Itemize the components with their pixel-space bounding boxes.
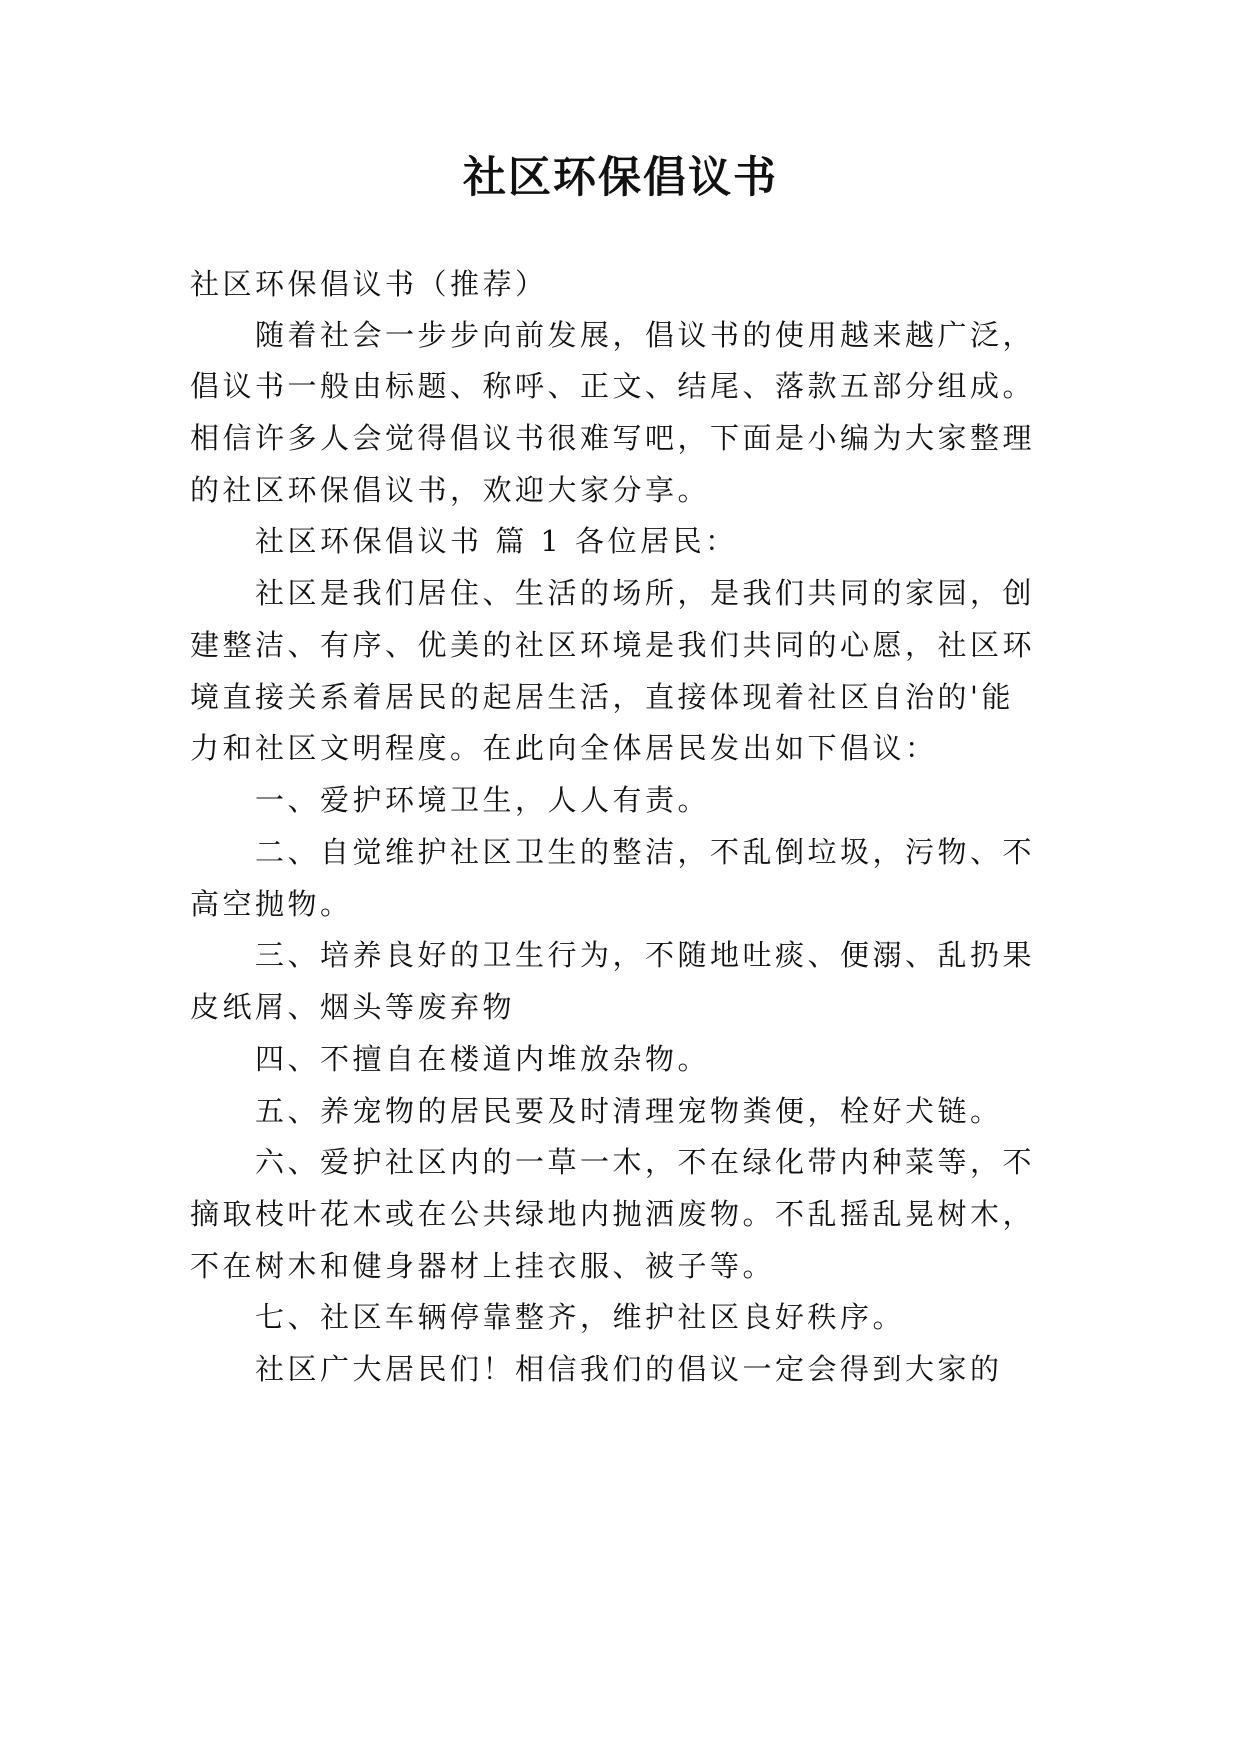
subtitle-line: 社区环保倡议书（推荐） [190,267,548,301]
list-item-line: 皮纸屑、烟头等废弃物 [190,990,516,1024]
paragraph-line: 社区是我们居住、生活的场所，是我们共同的家园，创 [255,576,1036,610]
paragraph-line: 境直接关系着居民的起居生活，直接体现着社区自治的'能 [190,680,1014,714]
paragraph-line: 的社区环保倡议书，欢迎大家分享。 [190,473,711,507]
paragraph-line: 社区广大居民们！相信我们的倡议一定会得到大家的 [255,1352,1003,1386]
list-item-line: 不在树木和健身器材上挂衣服、被子等。 [190,1249,776,1283]
paragraph-line: 力和社区文明程度。在此向全体居民发出如下倡议： [190,731,938,765]
paragraph-line: 建整洁、有序、优美的社区环境是我们共同的心愿，社区环 [190,628,1036,662]
paragraph-line: 相信许多人会觉得倡议书很难写吧，下面是小编为大家整理 [190,421,1036,455]
list-item-line: 高空抛物。 [190,887,353,921]
list-item-line: 摘取枝叶花木或在公共绿地内抛洒废物。不乱摇乱晃树木， [190,1197,1036,1231]
paragraph-line: 社区环保倡议书 篇 1 各位居民： [255,524,738,558]
paragraph-line: 倡议书一般由标题、称呼、正文、结尾、落款五部分组成。 [190,369,1036,403]
list-item-line: 三、培养良好的卫生行为，不随地吐痰、便溺、乱扔果 [255,938,1036,972]
list-item-line: 七、社区车辆停靠整齐，维护社区良好秩序。 [255,1300,906,1334]
list-item-line: 一、爱护环境卫生，人人有责。 [255,783,711,817]
document-title: 社区环保倡议书 [463,153,778,203]
paragraph-line: 随着社会一步步向前发展，倡议书的使用越来越广泛， [255,318,1036,352]
list-item-line: 六、爱护社区内的一草一木，不在绿化带内种菜等，不 [255,1145,1036,1179]
list-item-line: 四、不擅自在楼道内堆放杂物。 [255,1042,711,1076]
list-item-line: 二、自觉维护社区卫生的整洁，不乱倒垃圾，污物、不 [255,835,1036,869]
list-item-line: 五、养宠物的居民要及时清理宠物粪便，栓好犬链。 [255,1094,1003,1128]
